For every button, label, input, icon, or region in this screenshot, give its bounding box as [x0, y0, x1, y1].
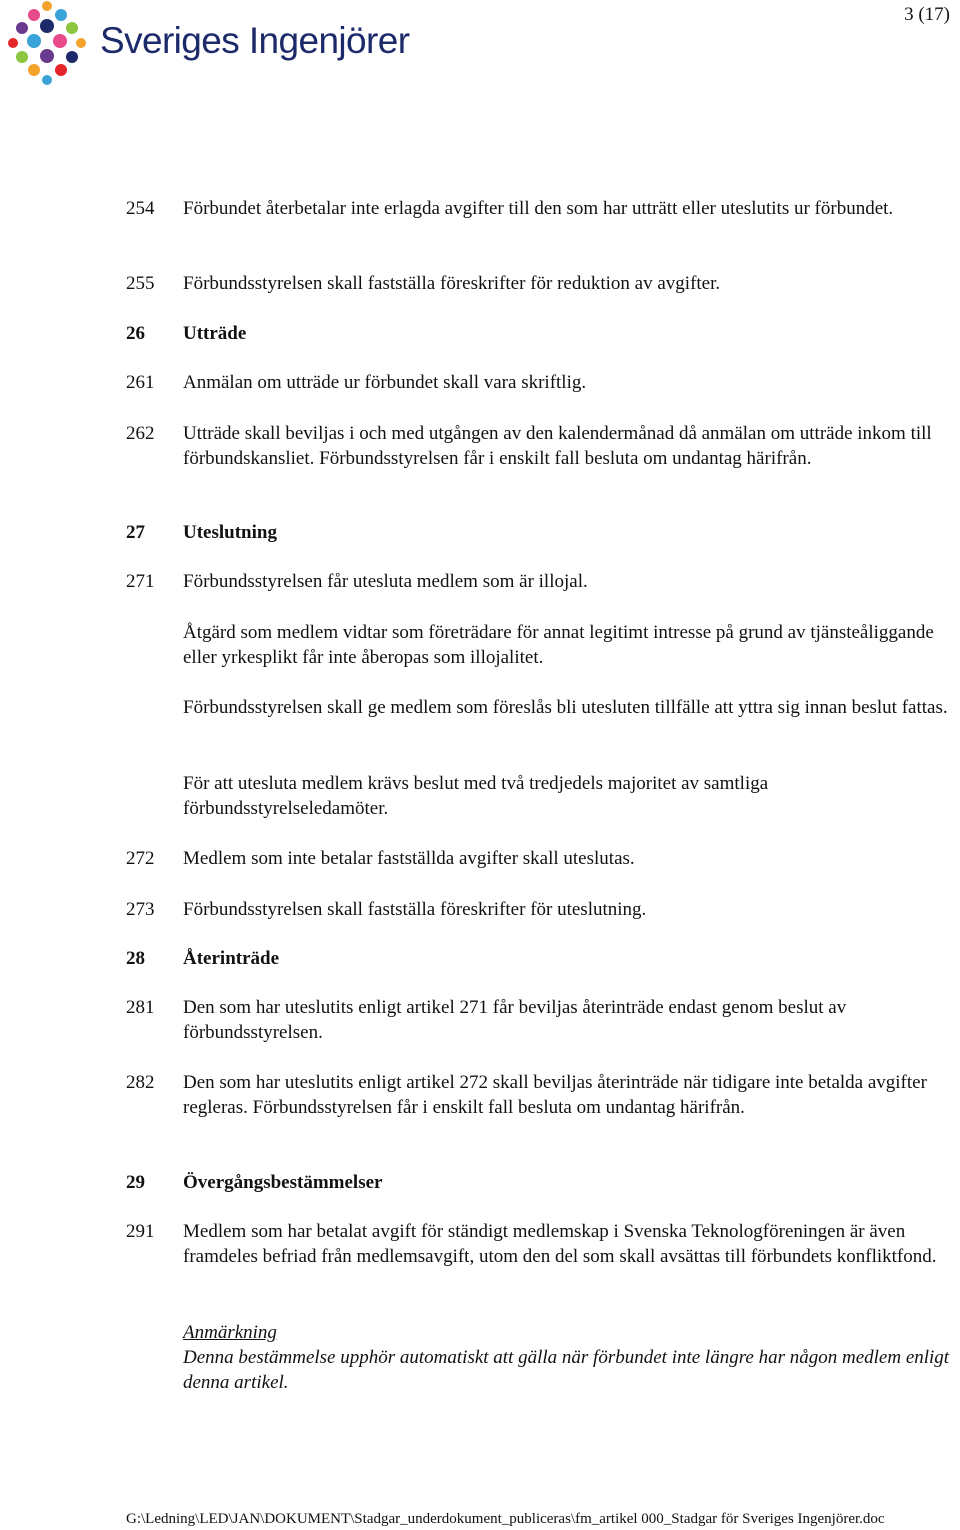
section-title: Övergångsbestämmelser — [183, 1172, 383, 1193]
footer-file-path: G:\Ledning\LED\JAN\DOKUMENT\Stadgar_underdokument_publiceras\fm_artikel 000_Stadgar för Sveriges Ingenjörer.doc — [126, 1511, 885, 1527]
article-number: 261 — [126, 372, 155, 393]
article-text: Den som har uteslutits enligt artikel 271 får beviljas återinträde endast genom beslut av förbundsstyrelsen. — [183, 997, 847, 1043]
article-number: 254 — [126, 198, 155, 219]
article-text: Förbundsstyrelsen skall ge medlem som föreslås bli utesluten tillfälle att yttra sig innan beslut fattas. — [183, 697, 948, 718]
article-number: 272 — [126, 848, 155, 869]
section-title: Utträde — [183, 323, 247, 344]
article-text: Den som har uteslutits enligt artikel 272 skall beviljas återinträde när tidigare inte betalda avgifter regleras. Förbundsstyrelsen får i enskilt fall besluta om undantag härifrån. — [183, 1072, 927, 1118]
section-title: Återinträde — [183, 948, 280, 969]
section-title: Uteslutning — [183, 522, 277, 543]
article-number: 291 — [126, 1221, 155, 1242]
article-text: Förbundet återbetalar inte erlagda avgifter till den som har utträtt eller uteslutits ur förbundet. — [183, 198, 894, 219]
section-number: 26 — [126, 323, 145, 344]
page-number: 3 (17) — [904, 4, 950, 25]
article-number: 262 — [126, 423, 155, 444]
note-heading: Anmärkning — [183, 1322, 277, 1343]
section-number: 29 — [126, 1172, 145, 1193]
article-number: 273 — [126, 899, 155, 920]
article-number: 282 — [126, 1072, 155, 1093]
article-number: 255 — [126, 273, 155, 294]
article-text: För att utesluta medlem krävs beslut med två tredjedels majoritet av samtliga förbundsstyrelseledamöter. — [183, 773, 769, 819]
brand-name: Sveriges Ingenjörer — [100, 20, 410, 61]
article-text: Förbundsstyrelsen skall fastställa föreskrifter för reduktion av avgifter. — [183, 273, 721, 294]
note-text: Denna bestämmelse upphör automatiskt att gälla när förbundet inte längre har någon medlem enligt denna artikel. — [183, 1347, 950, 1393]
article-text: Förbundsstyrelsen får utesluta medlem som är illojal. — [183, 571, 588, 592]
article-text: Åtgärd som medlem vidtar som företrädare för annat legitimt intresse på grund av tjänsteåliggande eller yrkesplikt får inte åberopas som illojalitet. — [183, 622, 934, 668]
logo — [6, 0, 410, 86]
article-text: Förbundsstyrelsen skall fastställa föreskrifter för uteslutning. — [183, 899, 647, 920]
article-number: 281 — [126, 997, 155, 1018]
section-number: 27 — [126, 522, 145, 543]
article-text: Utträde skall beviljas i och med utgången av den kalendermånad då anmälan om utträde inkom till förbundskansliet. Förbundsstyrelsen får i enskilt fall besluta om undantag härifrån. — [183, 423, 932, 469]
article-text: Medlem som har betalat avgift för ständigt medlemskap i Svenska Teknologföreningen är även framdeles befriad från medlemsavgift, utom den del som skall avsättas till förbundets konfliktfond. — [183, 1221, 937, 1267]
article-number: 271 — [126, 571, 155, 592]
section-number: 28 — [126, 948, 145, 969]
logo-dots-icon — [6, 0, 96, 86]
article-text: Medlem som inte betalar fastställda avgifter skall uteslutas. — [183, 848, 635, 869]
article-text: Anmälan om utträde ur förbundet skall vara skriftlig. — [183, 372, 587, 393]
